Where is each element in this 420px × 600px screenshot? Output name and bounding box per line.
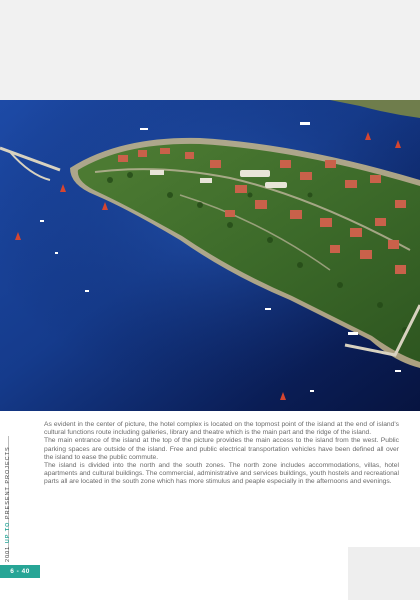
paragraph: As evident in the center of picture, the hotel complex is located on the topmost point of the island at the end of island's cultural functions route including galleries, library and theatre which is the main part and the ridge of the island. [44, 421, 399, 437]
spine-label [2, 412, 14, 562]
page-number-tab: 6 - 40 [0, 565, 40, 578]
spine-year: 2001 [5, 545, 11, 562]
island-aerial-rendering [0, 100, 420, 411]
island-aerial-svg [0, 100, 420, 411]
spine-separator: UP TO [5, 521, 11, 544]
project-description [44, 421, 399, 487]
top-blank-band [0, 0, 420, 100]
paragraph: The main entrance of the island at the top of the picture provides the main access to the island from the west. Public parking spaces are outside of the island. Free and public electrical transportation vehicles have been defined all over the island to ease the public commute. [44, 437, 399, 461]
corner-grey-block [348, 547, 420, 600]
spine-text: PRESENT PROJECTS [5, 446, 11, 520]
paragraph: The island is divided into the north and the south zones. The north zone includes accommodations, villas, hotel apartments and cultural buildings. The commercial, administrative and services buildings, youth hostels and recreational parts all are located in the south zone which has more stimulus and peaple especially in the afternoons and evenings. [44, 462, 399, 486]
